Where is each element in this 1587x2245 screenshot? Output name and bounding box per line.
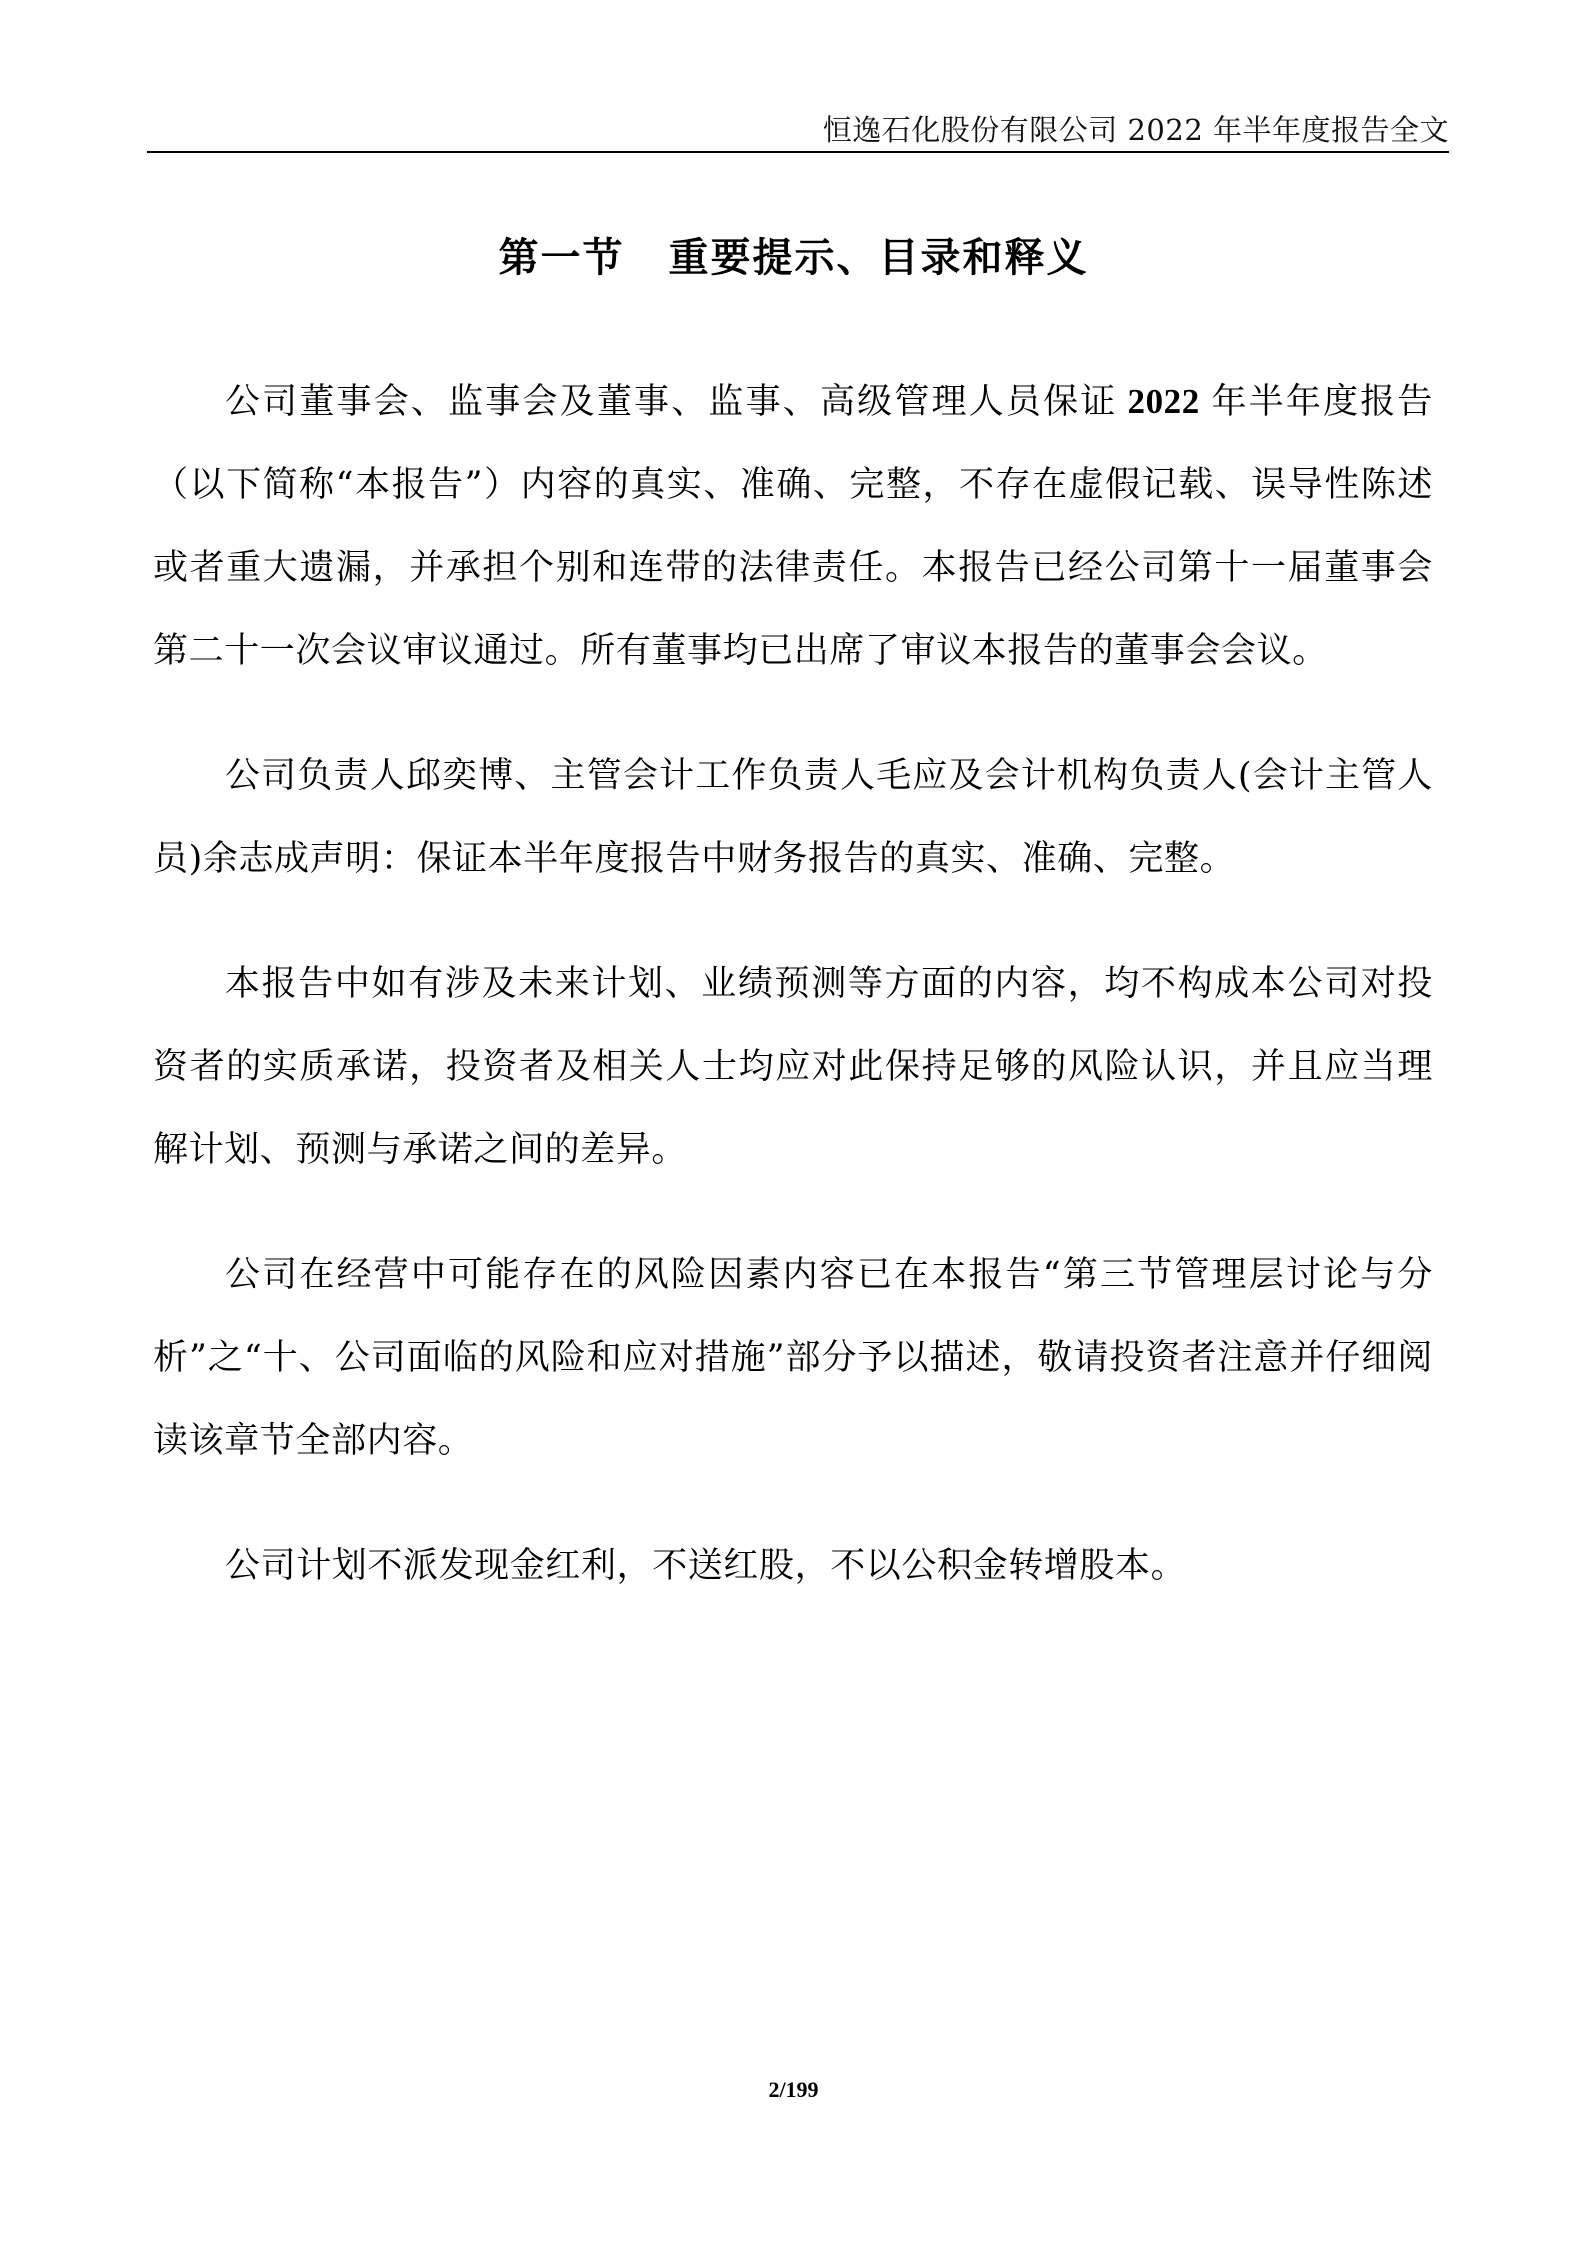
paragraph-forward-looking: 本报告中如有涉及未来计划、业绩预测等方面的内容，均不构成本公司对投资者的实质承诺，投资者及相关人士均应对此保持足够的风险认识，并且应当理解计划、预测与承诺之间的差异。 [153,964,1433,1170]
section-title [0,230,1587,286]
report-year: 2022 [1127,382,1200,421]
header-rule [147,151,1449,153]
paragraph-risk-factors: 公司在经营中可能存在的风险因素内容已在本报告“第三节管理层讨论与分析”之“十、公司面临的风险和应对措施”部分予以描述，敬请投资者注意并仔细阅读该章节全部内容。 [153,1255,1433,1461]
document-header: 恒逸石化股份有限公司 2022 年半年度报告全文 [822,113,1449,147]
section-number: 第一节 [498,235,625,281]
paragraph-responsible-persons: 公司负责人邱奕博、主管会计工作负责人毛应及会计机构负责人(会计主管人员)余志成声明：保证本半年度报告中财务报告的真实、准确、完整。 [153,756,1433,879]
paragraph-board-guarantee-lead: 公司董事会、监事会及董事、监事、高级管理人员保证 [225,382,1118,422]
paragraph-board-guarantee-rest: 年半年度报告（以下简称“本报告”）内容的真实、准确、完整，不存在虚假记载、误导性陈述或者重大遗漏，并承担个别和连带的法律责任。本报告已经公司第十一届董事会第二十一次会议审议通过。所有董事均已出席了审议本报告的董事会会议。 [153,382,1433,671]
section-heading: 重要提示、目录和释义 [668,235,1089,281]
document-body [153,360,1433,1650]
paragraph-dividend-plan: 公司计划不派发现金红利，不送红股，不以公积金转增股本。 [225,1546,1187,1586]
page-number: 2/199 [768,2077,819,2102]
paragraph-board-guarantee [153,360,1433,693]
